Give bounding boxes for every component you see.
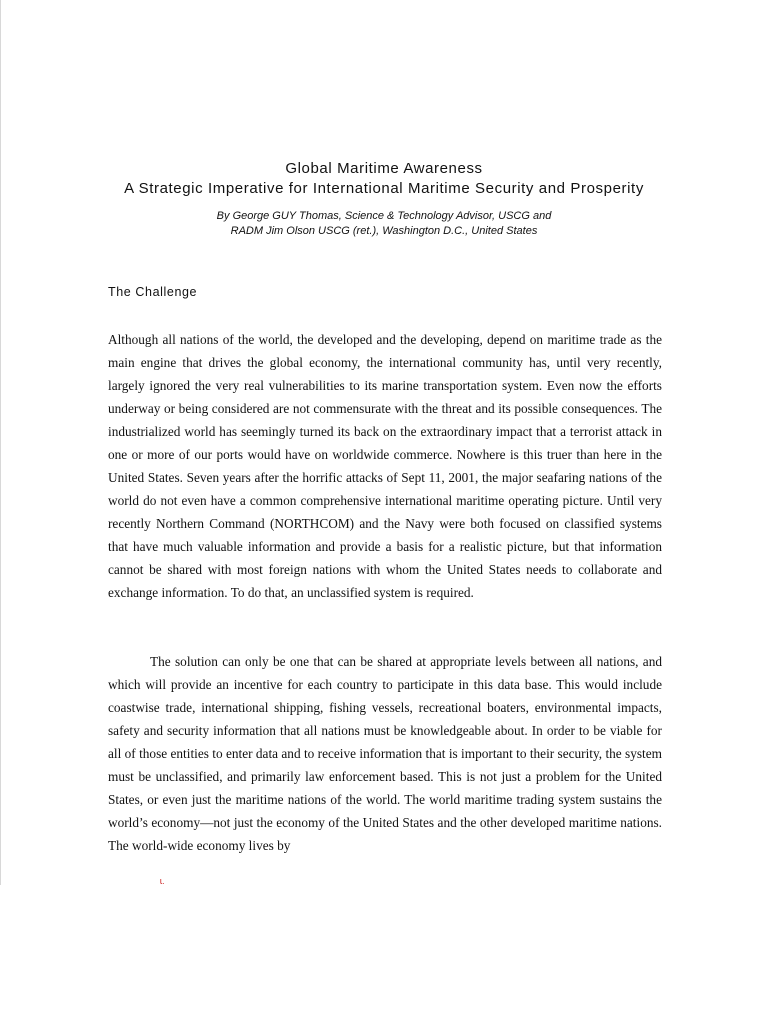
author-byline [0, 209, 768, 239]
body-paragraph-2: The solution can only be one that can be shared at appropriate levels between all nations, and which will provide an incentive for each country to participate in this data base. This would include coastwise trade, international shipping, fishing vessels, recreational boaters, environmental impacts, safety and security information that all nations must be knowledgeable about. In order to be viable for all of those entities to enter data and to receive information that is important to their security, the system must be unclassified, and primarily law enforcement based. This is not just a problem for the United States, or even just the maritime nations of the world. The world maritime trading system sustains the world’s economy—not just the economy of the United States and the other developed maritime nations. The world-wide economy lives by [108, 654, 662, 853]
byline-line-1: By George GUY Thomas, Science & Technology Advisor, USCG and [216, 210, 552, 222]
body-paragraph-1: Although all nations of the world, the developed and the developing, depend on maritime trade as the main engine that drives the global economy, the international community has, until very recently, largely ignored the very real vulnerabilities to its marine transportation system. Even now the efforts underway or being considered are not commensurate with the threat and its possible consequences. The industrialized world has seemingly turned its back on the extraordinary impact that a terrorist attack in one or more of our ports would have on worldwide commerce. Nowhere is this truer than here in the United States. Seven years after the horrific attacks of Sept 11, 2001, the major seafaring nations of the world do not even have a common comprehensive international maritime operating picture. Until very recently Northern Command (NORTHCOM) and the Navy were both focused on classified systems that have much valuable information and provide a basis for a realistic picture, but that information cannot be shared with most foreign nations with whom the United States needs to collaborate and exchange information. To do that, an unclassified system is required. [108, 332, 662, 600]
page-edge-line [0, 0, 1, 885]
stray-mark: ɩ. [160, 876, 165, 886]
document-title [0, 159, 768, 199]
byline-line-2: RADM Jim Olson USCG (ret.), Washington D.C., United States [230, 225, 538, 237]
title-line-main: Global Maritime Awareness [285, 160, 483, 177]
title-line-subtitle: A Strategic Imperative for International Maritime Security and Prosperity [124, 180, 644, 197]
section-heading: The Challenge [108, 285, 198, 299]
